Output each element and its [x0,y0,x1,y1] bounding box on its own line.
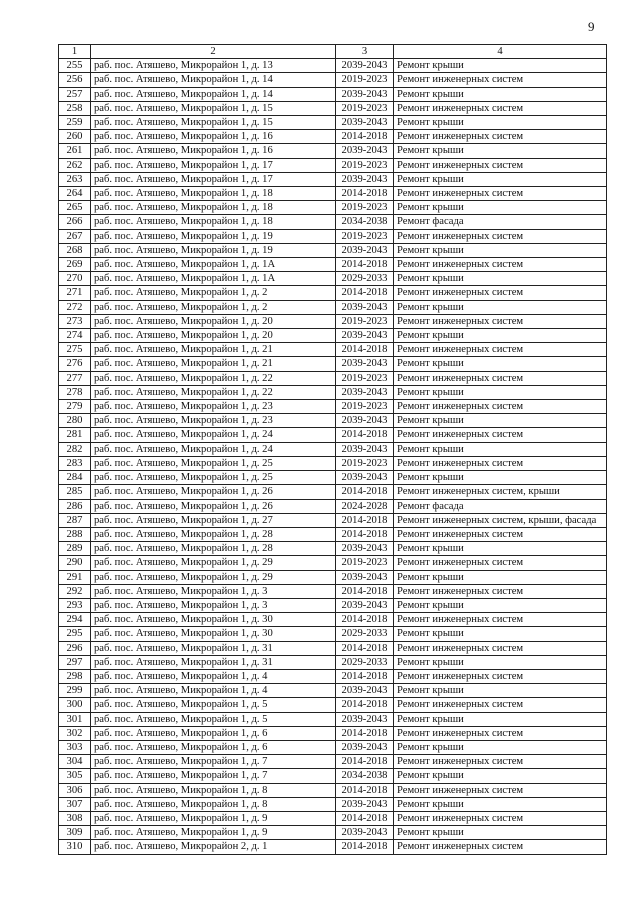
row-number: 267 [59,229,91,243]
period-cell: 2039-2043 [336,414,394,428]
table-row [59,726,607,740]
work-type-cell: Ремонт крыши [394,414,607,428]
table-row [59,755,607,769]
work-type-cell: Ремонт инженерных систем [394,840,607,854]
work-type-cell: Ремонт крыши [394,116,607,130]
period-cell: 2039-2043 [336,570,394,584]
work-type-cell: Ремонт крыши [394,627,607,641]
work-type-cell: Ремонт инженерных систем, крыши [394,485,607,499]
address-cell: раб. пос. Атяшево, Микрорайон 1, д. 8 [91,783,336,797]
work-type-cell: Ремонт крыши [394,300,607,314]
row-number: 282 [59,442,91,456]
work-type-cell: Ремонт инженерных систем [394,584,607,598]
work-type-cell: Ремонт инженерных систем [394,698,607,712]
period-cell: 2014-2018 [336,286,394,300]
period-cell: 2039-2043 [336,59,394,73]
address-cell: раб. пос. Атяшево, Микрорайон 1, д. 13 [91,59,336,73]
work-type-cell: Ремонт крыши [394,655,607,669]
period-cell: 2024-2028 [336,499,394,513]
period-cell: 2029-2033 [336,655,394,669]
table-row [59,655,607,669]
work-type-cell: Ремонт инженерных систем [394,286,607,300]
table-row [59,144,607,158]
table-row [59,116,607,130]
row-number: 310 [59,840,91,854]
address-cell: раб. пос. Атяшево, Микрорайон 1, д. 17 [91,172,336,186]
row-number: 308 [59,811,91,825]
table-row [59,556,607,570]
address-cell: раб. пос. Атяшево, Микрорайон 1, д. 8 [91,797,336,811]
address-cell: раб. пос. Атяшево, Микрорайон 1, д. 21 [91,343,336,357]
row-number: 302 [59,726,91,740]
table-row [59,300,607,314]
address-cell: раб. пос. Атяшево, Микрорайон 1, д. 25 [91,456,336,470]
work-type-cell: Ремонт инженерных систем [394,755,607,769]
period-cell: 2019-2023 [336,371,394,385]
row-number: 304 [59,755,91,769]
address-cell: раб. пос. Атяшево, Микрорайон 1, д. 23 [91,414,336,428]
period-cell: 2039-2043 [336,300,394,314]
address-cell: раб. пос. Атяшево, Микрорайон 1, д. 15 [91,116,336,130]
work-type-cell: Ремонт инженерных систем [394,400,607,414]
address-cell: раб. пос. Атяшево, Микрорайон 1, д. 20 [91,329,336,343]
work-type-cell: Ремонт инженерных систем [394,130,607,144]
row-number: 309 [59,826,91,840]
row-number: 264 [59,187,91,201]
work-type-cell: Ремонт крыши [394,172,607,186]
work-type-cell: Ремонт инженерных систем [394,556,607,570]
work-type-cell: Ремонт инженерных систем [394,258,607,272]
work-type-cell: Ремонт крыши [394,769,607,783]
address-cell: раб. пос. Атяшево, Микрорайон 1, д. 29 [91,570,336,584]
table-row [59,229,607,243]
period-cell: 2019-2023 [336,158,394,172]
row-number: 287 [59,513,91,527]
table-row [59,130,607,144]
table-row [59,811,607,825]
row-number: 286 [59,499,91,513]
address-cell: раб. пос. Атяшево, Микрорайон 1, д. 2 [91,286,336,300]
period-cell: 2039-2043 [336,684,394,698]
period-cell: 2014-2018 [336,485,394,499]
address-cell: раб. пос. Атяшево, Микрорайон 1, д. 23 [91,400,336,414]
address-cell: раб. пос. Атяшево, Микрорайон 1, д. 24 [91,442,336,456]
address-cell: раб. пос. Атяшево, Микрорайон 1, д. 22 [91,371,336,385]
period-cell: 2014-2018 [336,811,394,825]
period-cell: 2034-2038 [336,215,394,229]
table-row [59,740,607,754]
table-row [59,371,607,385]
work-type-cell: Ремонт крыши [394,598,607,612]
work-type-cell: Ремонт инженерных систем [394,527,607,541]
row-number: 270 [59,272,91,286]
row-number: 289 [59,542,91,556]
row-number: 299 [59,684,91,698]
work-type-cell: Ремонт крыши [394,201,607,215]
table-row [59,627,607,641]
row-number: 279 [59,400,91,414]
address-cell: раб. пос. Атяшево, Микрорайон 1, д. 19 [91,243,336,257]
work-type-cell: Ремонт крыши [394,144,607,158]
period-cell: 2014-2018 [336,726,394,740]
address-cell: раб. пос. Атяшево, Микрорайон 1, д. 16 [91,144,336,158]
period-cell: 2029-2033 [336,272,394,286]
table-row [59,783,607,797]
period-cell: 2039-2043 [336,87,394,101]
table-row [59,456,607,470]
row-number: 294 [59,613,91,627]
work-type-cell: Ремонт крыши [394,740,607,754]
address-cell: раб. пос. Атяшево, Микрорайон 1, д. 3 [91,598,336,612]
table-body [59,59,607,854]
row-number: 290 [59,556,91,570]
address-cell: раб. пос. Атяшево, Микрорайон 1, д. 30 [91,613,336,627]
period-cell: 2039-2043 [336,442,394,456]
table-row [59,641,607,655]
period-cell: 2014-2018 [336,669,394,683]
address-cell: раб. пос. Атяшево, Микрорайон 1, д. 7 [91,769,336,783]
period-cell: 2039-2043 [336,357,394,371]
period-cell: 2014-2018 [336,513,394,527]
address-cell: раб. пос. Атяшево, Микрорайон 1, д. 19 [91,229,336,243]
page-number: 9 [588,19,595,34]
table-row [59,101,607,115]
address-cell: раб. пос. Атяшево, Микрорайон 1, д. 18 [91,215,336,229]
table-row [59,400,607,414]
work-type-cell: Ремонт крыши [394,385,607,399]
address-cell: раб. пос. Атяшево, Микрорайон 1, д. 18 [91,187,336,201]
address-cell: раб. пос. Атяшево, Микрорайон 1, д. 28 [91,542,336,556]
row-number: 271 [59,286,91,300]
work-type-cell: Ремонт инженерных систем [394,726,607,740]
address-cell: раб. пос. Атяшево, Микрорайон 1, д. 1А [91,272,336,286]
work-type-cell: Ремонт инженерных систем, крыши, фасада [394,513,607,527]
address-cell: раб. пос. Атяшево, Микрорайон 1, д. 16 [91,130,336,144]
row-number: 285 [59,485,91,499]
table-row [59,598,607,612]
row-number: 275 [59,343,91,357]
period-cell: 2014-2018 [336,783,394,797]
period-cell: 2014-2018 [336,755,394,769]
work-type-cell: Ремонт крыши [394,797,607,811]
row-number: 293 [59,598,91,612]
row-number: 288 [59,527,91,541]
period-cell: 2014-2018 [336,258,394,272]
table-row [59,769,607,783]
table-row [59,471,607,485]
period-cell: 2039-2043 [336,116,394,130]
row-number: 280 [59,414,91,428]
period-cell: 2014-2018 [336,428,394,442]
address-cell: раб. пос. Атяшево, Микрорайон 1, д. 22 [91,385,336,399]
address-cell: раб. пос. Атяшево, Микрорайон 1, д. 27 [91,513,336,527]
period-cell: 2019-2023 [336,229,394,243]
table-row [59,527,607,541]
table-row [59,840,607,854]
row-number: 278 [59,385,91,399]
period-cell: 2039-2043 [336,329,394,343]
period-cell: 2039-2043 [336,542,394,556]
work-type-cell: Ремонт инженерных систем [394,811,607,825]
row-number: 281 [59,428,91,442]
table-row [59,73,607,87]
table-row [59,201,607,215]
period-cell: 2039-2043 [336,385,394,399]
work-type-cell: Ремонт инженерных систем [394,371,607,385]
table-row [59,698,607,712]
period-cell: 2039-2043 [336,797,394,811]
address-cell: раб. пос. Атяшево, Микрорайон 1, д. 15 [91,101,336,115]
address-cell: раб. пос. Атяшево, Микрорайон 1, д. 30 [91,627,336,641]
address-cell: раб. пос. Атяшево, Микрорайон 1, д. 9 [91,826,336,840]
table-row [59,414,607,428]
period-cell: 2019-2023 [336,456,394,470]
work-type-cell: Ремонт инженерных систем [394,73,607,87]
row-number: 272 [59,300,91,314]
table-row [59,684,607,698]
period-cell: 2014-2018 [336,698,394,712]
column-header-1: 1 [59,45,91,59]
period-cell: 2039-2043 [336,598,394,612]
period-cell: 2034-2038 [336,769,394,783]
work-type-cell: Ремонт крыши [394,542,607,556]
row-number: 262 [59,158,91,172]
work-type-cell: Ремонт инженерных систем [394,669,607,683]
row-number: 296 [59,641,91,655]
work-type-cell: Ремонт крыши [394,712,607,726]
address-cell: раб. пос. Атяшево, Микрорайон 1, д. 7 [91,755,336,769]
period-cell: 2014-2018 [336,613,394,627]
period-cell: 2039-2043 [336,243,394,257]
work-type-cell: Ремонт крыши [394,87,607,101]
row-number: 255 [59,59,91,73]
table-row [59,243,607,257]
row-number: 268 [59,243,91,257]
table-row [59,513,607,527]
table-row [59,329,607,343]
table-row [59,59,607,73]
period-cell: 2039-2043 [336,712,394,726]
work-type-cell: Ремонт инженерных систем [394,158,607,172]
work-type-cell: Ремонт фасада [394,215,607,229]
work-type-cell: Ремонт инженерных систем [394,783,607,797]
table-row [59,272,607,286]
row-number: 265 [59,201,91,215]
address-cell: раб. пос. Атяшево, Микрорайон 1, д. 25 [91,471,336,485]
table-row [59,584,607,598]
work-type-cell: Ремонт крыши [394,442,607,456]
address-cell: раб. пос. Атяшево, Микрорайон 1, д. 14 [91,73,336,87]
work-type-cell: Ремонт инженерных систем [394,101,607,115]
table-row [59,215,607,229]
row-number: 276 [59,357,91,371]
table-row [59,314,607,328]
period-cell: 2039-2043 [336,471,394,485]
address-cell: раб. пос. Атяшево, Микрорайон 1, д. 2 [91,300,336,314]
row-number: 259 [59,116,91,130]
table-row [59,442,607,456]
table-row [59,357,607,371]
address-cell: раб. пос. Атяшево, Микрорайон 1, д. 4 [91,684,336,698]
row-number: 297 [59,655,91,669]
address-cell: раб. пос. Атяшево, Микрорайон 1, д. 14 [91,87,336,101]
period-cell: 2019-2023 [336,101,394,115]
column-header-4: 4 [394,45,607,59]
row-number: 295 [59,627,91,641]
table-row [59,485,607,499]
row-number: 258 [59,101,91,115]
work-type-cell: Ремонт инженерных систем [394,343,607,357]
period-cell: 2039-2043 [336,172,394,186]
row-number: 261 [59,144,91,158]
column-header-2: 2 [91,45,336,59]
period-cell: 2019-2023 [336,556,394,570]
period-cell: 2039-2043 [336,144,394,158]
column-header-3: 3 [336,45,394,59]
work-type-cell: Ремонт инженерных систем [394,229,607,243]
work-type-cell: Ремонт крыши [394,243,607,257]
address-cell: раб. пос. Атяшево, Микрорайон 1, д. 17 [91,158,336,172]
address-cell: раб. пос. Атяшево, Микрорайон 1, д. 31 [91,641,336,655]
table-row [59,669,607,683]
row-number: 266 [59,215,91,229]
table-row [59,286,607,300]
address-cell: раб. пос. Атяшево, Микрорайон 1, д. 24 [91,428,336,442]
row-number: 307 [59,797,91,811]
work-type-cell: Ремонт крыши [394,329,607,343]
row-number: 284 [59,471,91,485]
address-cell: раб. пос. Атяшево, Микрорайон 1, д. 5 [91,698,336,712]
table-row [59,258,607,272]
period-cell: 2014-2018 [336,584,394,598]
address-cell: раб. пос. Атяшево, Микрорайон 1, д. 18 [91,201,336,215]
address-cell: раб. пос. Атяшево, Микрорайон 1, д. 26 [91,485,336,499]
table-row [59,343,607,357]
period-cell: 2014-2018 [336,527,394,541]
capital-repair-table [58,44,607,855]
row-number: 256 [59,73,91,87]
work-type-cell: Ремонт фасада [394,499,607,513]
address-cell: раб. пос. Атяшево, Микрорайон 1, д. 1А [91,258,336,272]
period-cell: 2014-2018 [336,840,394,854]
work-type-cell: Ремонт крыши [394,471,607,485]
row-number: 292 [59,584,91,598]
table-row [59,499,607,513]
address-cell: раб. пос. Атяшево, Микрорайон 1, д. 6 [91,740,336,754]
row-number: 303 [59,740,91,754]
row-number: 300 [59,698,91,712]
work-type-cell: Ремонт инженерных систем [394,456,607,470]
table-row [59,87,607,101]
work-type-cell: Ремонт инженерных систем [394,641,607,655]
work-type-cell: Ремонт крыши [394,570,607,584]
period-cell: 2014-2018 [336,130,394,144]
row-number: 269 [59,258,91,272]
row-number: 298 [59,669,91,683]
row-number: 263 [59,172,91,186]
address-cell: раб. пос. Атяшево, Микрорайон 2, д. 1 [91,840,336,854]
work-type-cell: Ремонт крыши [394,59,607,73]
row-number: 257 [59,87,91,101]
address-cell: раб. пос. Атяшево, Микрорайон 1, д. 6 [91,726,336,740]
address-cell: раб. пос. Атяшево, Микрорайон 1, д. 4 [91,669,336,683]
period-cell: 2019-2023 [336,73,394,87]
work-type-cell: Ремонт инженерных систем [394,428,607,442]
address-cell: раб. пос. Атяшево, Микрорайон 1, д. 20 [91,314,336,328]
table-row [59,172,607,186]
table-header-row [59,45,607,59]
address-cell: раб. пос. Атяшево, Микрорайон 1, д. 31 [91,655,336,669]
period-cell: 2019-2023 [336,201,394,215]
period-cell: 2019-2023 [336,314,394,328]
address-cell: раб. пос. Атяшево, Микрорайон 1, д. 9 [91,811,336,825]
work-type-cell: Ремонт инженерных систем [394,314,607,328]
address-cell: раб. пос. Атяшево, Микрорайон 1, д. 26 [91,499,336,513]
row-number: 283 [59,456,91,470]
row-number: 277 [59,371,91,385]
period-cell: 2014-2018 [336,187,394,201]
work-type-cell: Ремонт инженерных систем [394,187,607,201]
work-type-cell: Ремонт крыши [394,826,607,840]
table-row [59,158,607,172]
table-row [59,826,607,840]
row-number: 305 [59,769,91,783]
period-cell: 2019-2023 [336,400,394,414]
work-type-cell: Ремонт инженерных систем [394,613,607,627]
table-row [59,428,607,442]
period-cell: 2039-2043 [336,740,394,754]
table-row [59,542,607,556]
row-number: 260 [59,130,91,144]
address-cell: раб. пос. Атяшево, Микрорайон 1, д. 5 [91,712,336,726]
period-cell: 2029-2033 [336,627,394,641]
address-cell: раб. пос. Атяшево, Микрорайон 1, д. 21 [91,357,336,371]
period-cell: 2014-2018 [336,641,394,655]
row-number: 273 [59,314,91,328]
table-row [59,570,607,584]
table-row [59,187,607,201]
period-cell: 2039-2043 [336,826,394,840]
address-cell: раб. пос. Атяшево, Микрорайон 1, д. 28 [91,527,336,541]
table-row [59,385,607,399]
row-number: 306 [59,783,91,797]
row-number: 274 [59,329,91,343]
address-cell: раб. пос. Атяшево, Микрорайон 1, д. 3 [91,584,336,598]
address-cell: раб. пос. Атяшево, Микрорайон 1, д. 29 [91,556,336,570]
table-row [59,797,607,811]
work-type-cell: Ремонт крыши [394,684,607,698]
work-type-cell: Ремонт крыши [394,357,607,371]
row-number: 291 [59,570,91,584]
work-type-cell: Ремонт крыши [394,272,607,286]
row-number: 301 [59,712,91,726]
table-row [59,613,607,627]
table-row [59,712,607,726]
period-cell: 2014-2018 [336,343,394,357]
